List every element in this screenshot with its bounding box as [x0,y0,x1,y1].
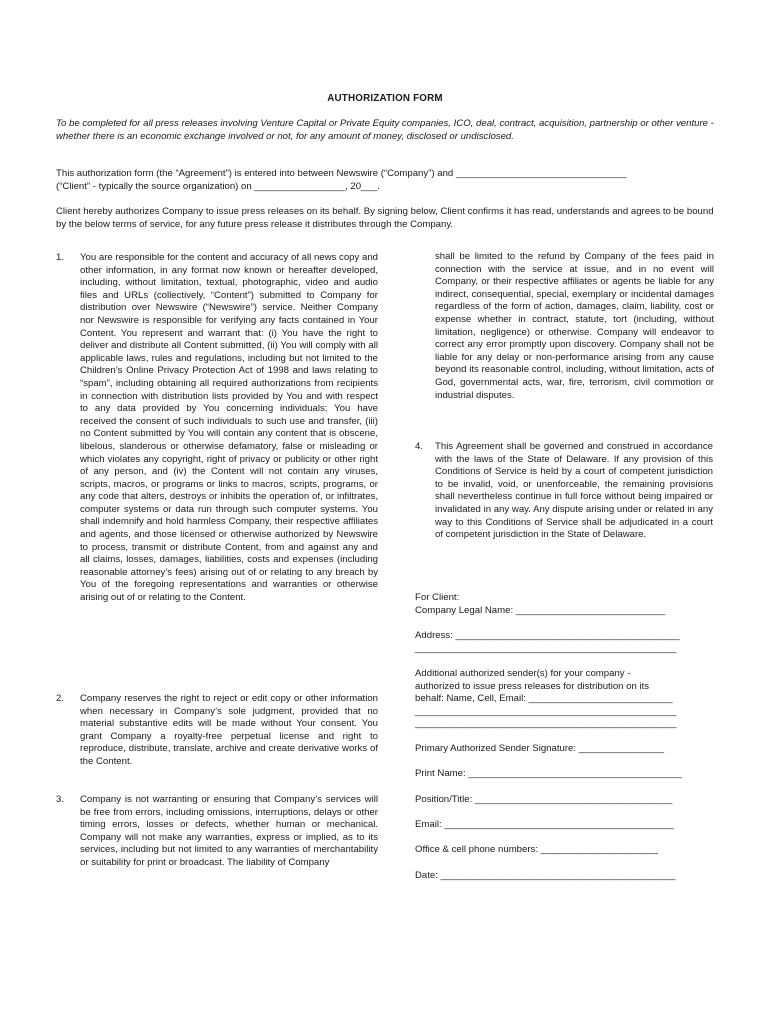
date-field[interactable]: Date: ____________________________________________ [415,870,676,881]
signature-field[interactable]: Primary Authorized Sender Signature: ________________ [415,743,665,754]
authorization-paragraph: Client hereby authorizes Company to issue press releases on its behalf. By signing below, Client confirms it has read, understands and agrees to be bound by the below terms of service, for any future press release it distributes through the Company. [56,206,714,230]
document-title: AUTHORIZATION FORM [327,93,443,104]
senders-label-line-2: authorized to issue press releases for distribution on its [415,681,650,692]
email-field[interactable]: Email: ___________________________________________ [415,819,674,830]
term-number: 1. [56,252,65,263]
term-number: 3. [56,794,65,805]
address-field-line-2[interactable]: _________________________________________________ [415,643,677,654]
senders-label-line-1: Additional authorized sender(s) for your company - [415,668,631,679]
additional-senders-field[interactable]: behalf: Name, Cell, Email: ___________________________ [415,693,673,704]
position-title-field[interactable]: Position/Title: _____________________________________ [415,794,673,805]
additional-senders-field-line-2[interactable]: _________________________________________________ [415,706,677,717]
term-number: 4. [415,441,424,452]
company-legal-name-field[interactable]: Company Legal Name: ____________________________ [415,605,666,616]
print-name-field[interactable]: Print Name: ________________________________________ [415,768,682,779]
agreement-line-2: (“Client” - typically the source organization) on _________________, 20___. [56,180,380,192]
term-item-3-continuation: shall be limited to the refund by Company of the fees paid in connection with the service at issue, and in no event will Company, or their respective affiliates or agents be liable for any indirect, consequential, special, exemplary or incidental damages regardless of the form of action, damages, claim, liability, cost or expense whether in contract, statute, tort (including, without limitation, negligence) or otherwise. Company will endeavor to correct any error promptly upon discovery. Company shall not be liable for any delay or non-performance arising from any cause beyond its reasonable control, including, without limitation, acts of God, governmental acts, war, fire, terrorism, civil commotion or industrial disputes. [435,251,714,401]
term-text: Company is not warranting or ensuring that Company’s services will be free from errors, including omissions, interruptions, delays or other timing errors, losses or defects, whether human or mechanical. Company will not make any warranties, express or implied, as to its services, including but not limited to any warranties of merchantability or suitability for print or broadcast. The liability of Company [80,794,378,868]
additional-senders-field-line-3[interactable]: _________________________________________________ [415,718,677,729]
agreement-line-1: This authorization form (the “Agreement”) is entered into between Newswire (“Company”) and ________________________________ [56,168,627,179]
term-text: You are responsible for the content and accuracy of all news copy and other information, in any format now known or hereafter developed, including, without limitation, textual, photographic, video and audio files and URLs (collectively, “Content”) submitted to Company for distribution over Newswire (“Newswire”) service. Neither Company nor Newswire is responsible for verifying any facts contained in Your Content. You represent and warrant that: (i) You have the right to deliver and distribute all Content submitted, (ii) You will comply with all applicable laws, rules and regulations, including but not limited to the Children’s Online Privacy Protection Act of 1998 and laws relating to “spam”, including obtaining all required authorizations from recipients in connection with distribution lists provided by You and with respect to any data provided by You concerning individuals; You have received the consent of such individuals to such use and transfer, (iii) no Content submitted by You will contain any content that is obscene, libelous, slanderous or otherwise defamatory, false or misleading or which violates any copyright, right of privacy or publicity or other right of any person, and (iv) the Content will not contain any viruses, scripts, macros, or programs or links to macros, scripts, programs, or any code that alters, destroys or inhibits the operation of, or infiltrates, computer systems or data run through such computer systems. You shall indemnify and hold harmless Company, their respective affiliates and agents, and those licensed or otherwise authorized by Newswire to process, transmit or distribute Content, from and against any and all claims, losses, damages, liabilities, costs and expenses (including reasonable attorney’s fees) arising out of or relating to any breach by You of the foregoing representations and warranties or otherwise arising out of or relating to the Content. [80,252,378,604]
term-text: Company reserves the right to reject or edit copy or other information when necessary in Company’s sole judgment, provided that no material substantive edits will be made without Your consent. You grant Company a royalty-free perpetual license and right to reproduce, distribute, translate, archive and create derivative works of the Content. [80,693,378,767]
address-field[interactable]: Address: __________________________________________ [415,630,680,641]
term-text: This Agreement shall be governed and construed in accordance with the laws of the State of Delaware. If any provision of this Conditions of Service is held by a court of competent jurisdiction to be invalid, void, or unenforceable, the remaining provisions shall nevertheless continue in full force without being impaired or invalidated in any way. Any dispute arising under or related in any way to this Conditions of Service shall be adjudicated in a court of competent jurisdiction in the State of Delaware. [435,441,713,541]
agreement-paragraph [56,168,716,193]
for-client-label: For Client: [415,592,460,603]
term-number: 2. [56,693,65,704]
intro-paragraph: To be completed for all press releases involving Venture Capital or Private Equity companies, ICO, deal, contract, acquisition, partnership or other venture - whether there is an economic exchange involved or not, for any amount of money, disclosed or undisclosed. [56,118,714,142]
phone-numbers-field[interactable]: Office & cell phone numbers: ______________________ [415,844,659,855]
